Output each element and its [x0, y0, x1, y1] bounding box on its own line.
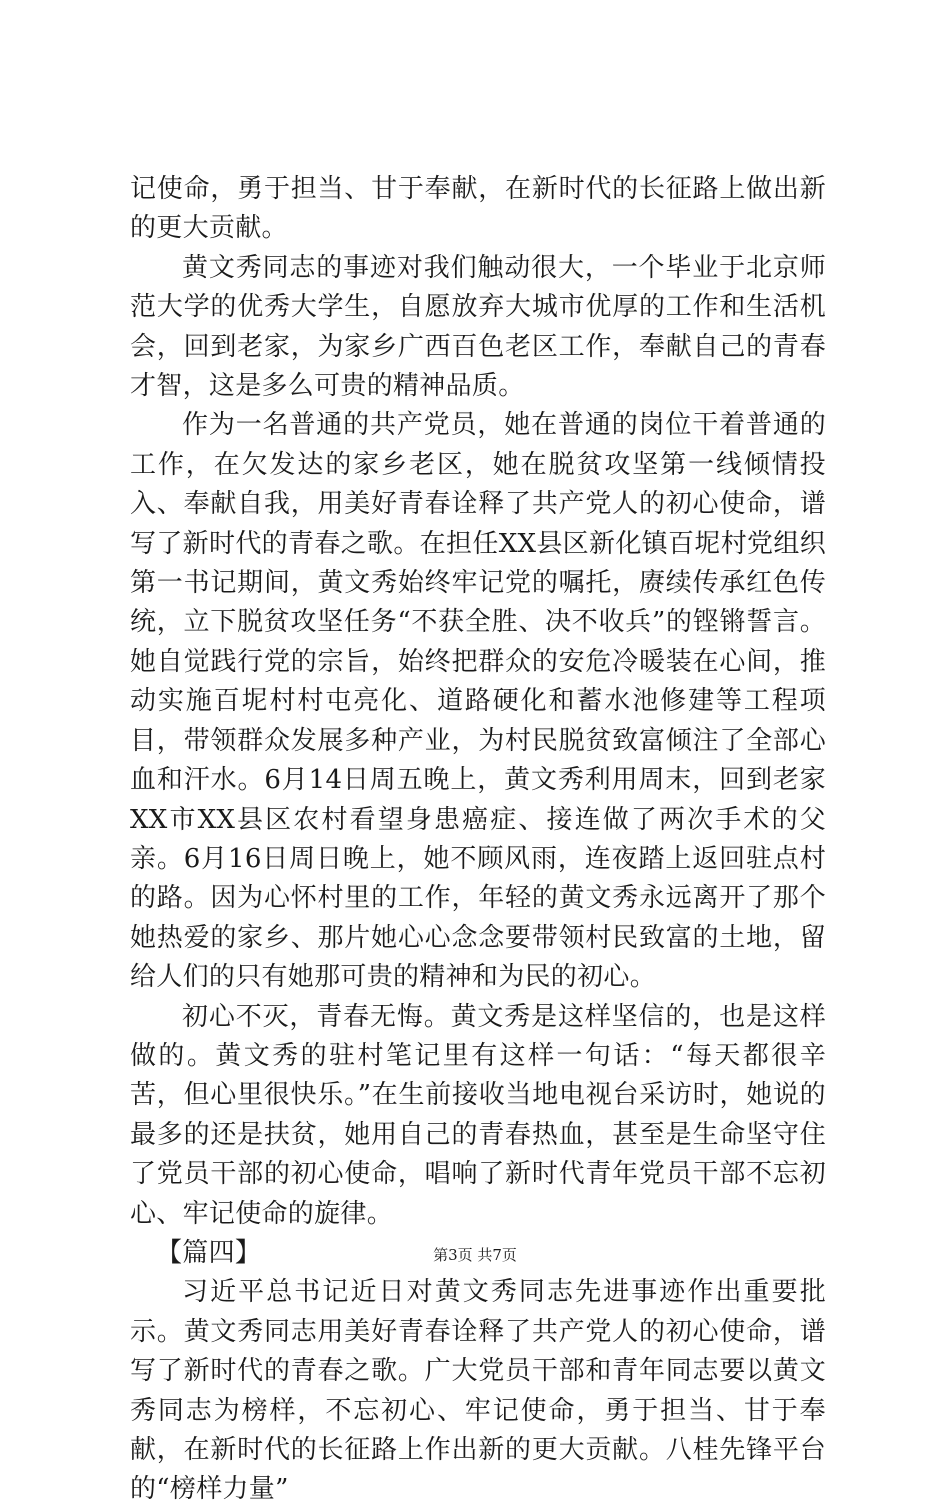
paragraph-4: 初心不灭，青春无悔。黄文秀是这样坚信的，也是这样做的。黄文秀的驻村笔记里有这样一句话：“每天都很辛苦，但心里很快乐。”在生前接收当地电视台采访时，她说的最多的还是扶贫，她用自己的青春热血，甚至是生命坚守住了党员干部的初心使命，唱响了新时代青年党员干部不忘初心、牢记使命的旋律。	[130, 1001, 826, 1229]
section-heading: 【篇四】	[156, 1237, 262, 1268]
paragraph-3: 作为一名普通的共产党员，她在普通的岗位干着普通的工作，在欠发达的家乡老区，她在脱贫攻坚第一线倾情投入、奉献自我，用美好青春诠释了共产党人的初心使命，谱写了新时代的青春之歌。在担任XX县区新化镇百坭村党组织第一书记期间，黄文秀始终牢记党的嘱托，赓续传承红色传统，立下脱贫攻坚任务“不获全胜、决不收兵”的铿锵誓言。她自觉践行党的宗旨，始终把群众的安危冷暖装在心间，推动实施百坭村村屯亮化、道路硬化和蓄水池修建等工程项目，带领群众发展多种产业，为村民脱贫致富倾注了全部心血和汗水。6月14日周五晚上，黄文秀利用周末，回到老家XX市XX县区农村看望身患癌症、接连做了两次手术的父亲。6月16日周日晚上，她不顾风雨，连夜踏上返回驻点村的路。因为心怀村里的工作，年轻的黄文秀永远离开了那个她热爱的家乡、那片她心心念念要带领村民致富的土地，留给人们的只有她那可贵的精神和为民的初心。	[130, 410, 826, 993]
page-number-footer: 第3页 共7页	[433, 1246, 517, 1264]
paragraph-5: 习近平总书记近日对黄文秀同志先进事迹作出重要批示。黄文秀同志用美好青春诠释了共产党人的初心使命，谱写了新时代的青春之歌。广大党员干部和青年同志要以黄文秀同志为榜样，不忘初心、牢记使命，勇于担当、甘于奉献，在新时代的长征路上作出新的更大贡献。八桂先锋平台的“榜样力量”	[130, 1277, 826, 1505]
paragraph-1: 记使命，勇于担当、甘于奉献，在新时代的长征路上做出新的更大贡献。	[130, 174, 826, 244]
paragraph-2: 黄文秀同志的事迹对我们触动很大，一个毕业于北京师范大学的优秀大学生，自愿放弃大城市优厚的工作和生活机会，回到老家，为家乡广西百色老区工作，奉献自己的青春才智，这是多么可贵的精神品质。	[130, 252, 826, 402]
document-body	[130, 170, 826, 1510]
